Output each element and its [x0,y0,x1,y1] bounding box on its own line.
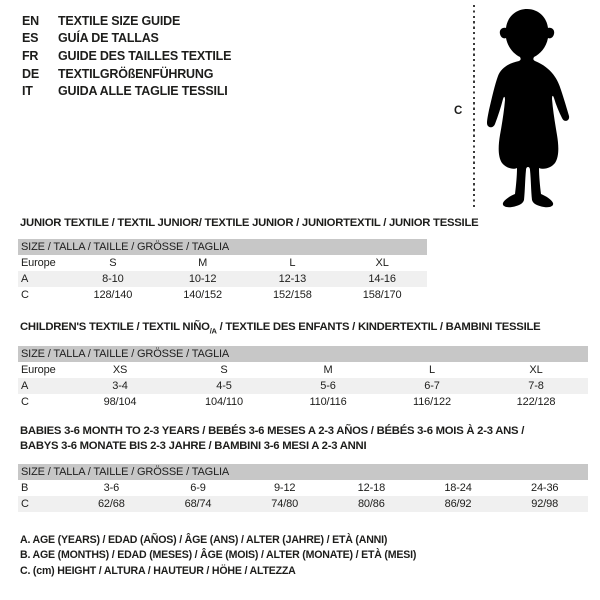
months-cell: 6-9 [190,482,206,494]
height-cell: 140/152 [183,289,222,301]
months-cell: 18-24 [444,482,472,494]
age-cell: 14-16 [368,273,396,285]
language-row-it [22,82,231,100]
language-row-de [22,65,231,83]
guide-title-de: TEXTILGRÖßENFÜHRUNG [58,66,214,81]
babies-title-line2: BABYS 3-6 MONATE BIS 2-3 JAHRE / BAMBINI 3-6 MESI A 2-3 ANNI [20,440,367,452]
size-header-bar: SIZE / TALLA / TAILLE / GRÖSSE / TAGLIA [18,346,588,362]
legend-note-c: C. (cm) HEIGHT / ALTURA / HAUTEUR / HÖHE / ALTEZZA [20,564,296,577]
age-cell: 10-12 [188,273,217,285]
language-code: IT [22,84,33,99]
babies-title-line1: BABIES 3-6 MONTH TO 2-3 YEARS / BEBÉS 3-6 MESES A 2-3 AÑOS / BÉBÉS 3-6 MOIS À 2-3 ANS / [20,425,525,437]
row-label: A [21,380,29,392]
guide-title-es: GUÍA DE TALLAS [58,31,159,46]
language-code: EN [22,13,39,28]
height-cell: 152/158 [273,289,312,301]
babies-section-title [20,424,524,454]
size-header-bar: SIZE / TALLA / TAILLE / GRÖSSE / TAGLIA [18,464,588,480]
height-cell: 68/74 [184,498,212,510]
language-code: FR [22,48,39,63]
age-cell: 7-8 [528,380,544,392]
height-cell: 92/98 [531,498,559,510]
months-cell: 24-36 [531,482,559,494]
size-cell: M [323,364,333,376]
junior-size-table [18,239,427,303]
babies-size-table [18,464,588,512]
size-cell: S [220,364,228,376]
height-cell: 98/104 [103,396,137,408]
age-cell: 8-10 [102,273,124,285]
table-row-height [18,496,588,512]
table-row-age [18,271,427,287]
size-cell: S [109,257,117,269]
row-label: B [21,482,29,494]
height-cell: 86/92 [444,498,472,510]
guide-title-en: TEXTILE SIZE GUIDE [58,13,181,28]
row-label: Europe [21,364,56,376]
size-cell: L [289,257,296,269]
months-cell: 9-12 [273,482,296,494]
language-row-es [22,30,231,48]
height-label-c: C [454,105,463,117]
row-label: C [21,396,29,408]
children-title-prefix: CHILDREN'S TEXTILE / TEXTIL NIÑO [20,321,210,333]
size-header-bar: SIZE / TALLA / TAILLE / GRÖSSE / TAGLIA [18,239,427,255]
language-row-fr [22,47,231,65]
legend-notes [20,533,416,579]
language-code: DE [22,66,39,81]
guide-title-it: GUIDA ALLE TAGLIE TESSILI [58,84,228,99]
size-cell: XL [529,364,543,376]
table-row-europe [18,362,588,378]
age-cell: 5-6 [320,380,336,392]
height-cell: 158/170 [362,289,402,301]
children-title-suffix: / TEXTILE DES ENFANTS / KINDERTEXTIL / BAMBINI TESSILE [216,321,541,333]
language-row-en [22,12,231,30]
height-cell: 110/116 [309,396,347,408]
age-cell: 4-5 [216,380,232,392]
height-cell: 62/68 [97,498,125,510]
height-cell: 122/128 [516,396,556,408]
language-title-list [22,12,231,100]
table-row-europe [18,255,427,271]
row-label: Europe [21,257,56,269]
size-cell: L [429,364,435,376]
children-title-subscript: /A [209,326,217,336]
table-row-height [18,394,588,410]
height-cell: 80/86 [357,498,385,510]
children-size-table [18,346,588,410]
age-cell: 3-4 [112,380,128,392]
row-label: A [21,273,29,285]
table-row-height [18,287,427,303]
age-cell: 12-13 [278,273,307,285]
legend-note-b: B. AGE (MONTHS) / EDAD (MESES) / ÂGE (MOIS) / ALTER (MONATE) / ETÀ (MESI) [20,549,417,562]
height-cell: 104/110 [205,396,243,408]
guide-title-fr: GUIDE DES TAILLES TEXTILE [58,48,232,63]
language-code: ES [22,31,39,46]
months-cell: 12-18 [357,482,386,494]
height-cell: 74/80 [271,498,299,510]
months-cell: 3-6 [103,482,120,494]
legend-note-a: A. AGE (YEARS) / EDAD (AÑOS) / ÂGE (ANS) / ALTER (JAHRE) / ETÀ (ANNI) [20,534,388,546]
children-section-title [20,321,540,335]
size-cell: XL [375,257,389,269]
junior-section-title: JUNIOR TEXTILE / TEXTIL JUNIOR/ TEXTILE JUNIOR / JUNIORTEXTIL / JUNIOR TESSILE [20,217,479,229]
baby-silhouette-icon [470,2,600,208]
height-cell: 128/140 [93,289,133,301]
size-cell: M [198,257,208,269]
table-row-months [18,480,588,496]
size-cell: XS [112,364,128,376]
height-cell: 116/122 [413,396,451,408]
age-cell: 6-7 [424,380,440,392]
row-label: C [21,289,29,301]
row-label: C [21,498,29,510]
table-row-age [18,378,588,394]
